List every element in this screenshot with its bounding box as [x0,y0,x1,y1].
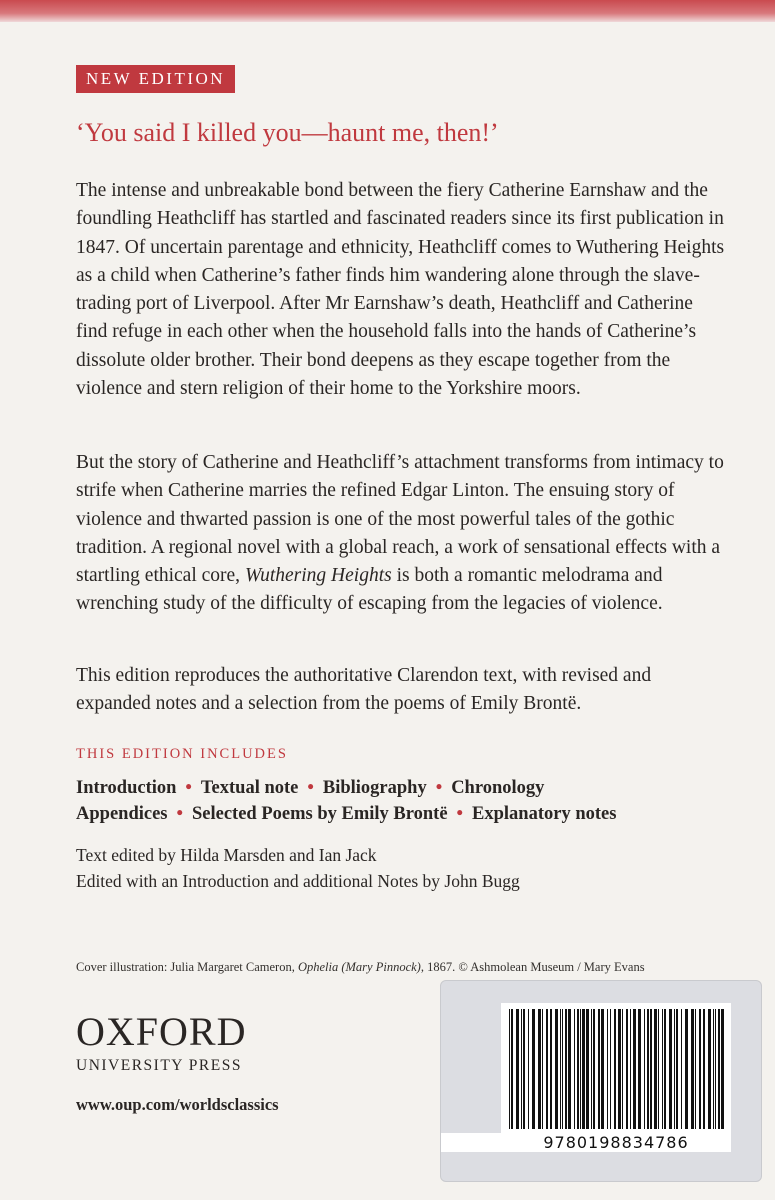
barcode-bar [708,1009,711,1129]
barcode-bar [562,1009,563,1129]
includes-heading: THIS EDITION INCLUDES [76,746,288,762]
barcode-bar [626,1009,628,1129]
barcode-bar [633,1009,636,1129]
barcode-bar [586,1009,589,1129]
top-color-band [0,0,775,22]
include-item: Textual note [200,778,299,798]
new-edition-badge: NEW EDITION [76,65,235,93]
cover-credit-suffix: , 1867. © Ashmolean Museum / Mary Evans [420,960,645,974]
barcode-bar [644,1009,645,1129]
include-item: Explanatory notes [472,804,617,824]
barcode-bar [699,1009,701,1129]
description-paragraph-1: The intense and unbreakable bond between the fiery Catherine Earnshaw and the foundling Heathcliff has startled and fascinated readers since its first publication in 1847. Of uncertain parentage and ethnicity, Heathcliff comes to Wuthering Heights as a child when Catherine’s father finds him wandering alone through the slave-trading port of Liverpool. After Mr Earnshaw’s death, Heathcliff and Catherine find refuge in each other when the household falls into the hands of Catherine’s dissolute older brother. Their bond deepens as they escape together from the violence and stern religion of their home to the Yorkshire moors. [76,180,725,400]
barcode-panel [501,1003,731,1133]
barcode-bar [577,1009,579,1129]
isbn-number: 9780198834786 [539,1133,692,1152]
barcode-bar [664,1009,666,1129]
barcode-bar [718,1009,720,1129]
barcode-bar [601,1009,604,1129]
paragraph-2-text-a: But the story of Catherine and Heathcliff’s attachment transforms from intimacy to strife when Catherine marries the refined Edgar Linton. The ensuing story of violence and thwarted passion is one of the most powerful tales of the gothic tradition. A regional novel with a global reach, a work of sensational effects with a startling ethical core, [76,452,724,587]
barcode-bar [658,1009,659,1129]
barcode-bar [509,1009,510,1129]
barcode-icon [501,1003,731,1133]
editor-credit-1: Text edited by Hilda Marsden and Ian Jack [76,845,377,865]
barcode-bar [523,1009,525,1129]
barcode-bar [685,1009,688,1129]
barcode-bar [598,1009,600,1129]
publisher-logo [76,1010,276,1075]
barcode-bar [618,1009,621,1129]
cover-artwork-title: Ophelia (Mary Pinnock) [297,960,421,974]
barcode-bar [580,1009,581,1129]
cover-credit-prefix: Cover illustration: Julia Margaret Cameron, [76,960,298,974]
barcode-bar [591,1009,592,1129]
include-item: Bibliography [322,778,427,798]
barcode-bar [721,1009,724,1129]
barcode-bar [550,1009,552,1129]
barcode-bar [654,1009,657,1129]
barcode-bar [511,1009,513,1129]
publisher-name: OXFORD [76,1009,247,1054]
barcode-bar [638,1009,641,1129]
barcode-bar [681,1009,682,1129]
barcode-bar [695,1009,696,1129]
publisher-subtitle: UNIVERSITY PRESS [76,1057,242,1074]
includes-row-1 [76,778,544,799]
includes-row-2 [76,804,616,825]
barcode-bar [521,1009,522,1129]
bullet-separator: • [307,778,314,798]
barcode-bar [610,1009,611,1129]
barcode-bar [582,1009,585,1129]
include-item: Selected Poems by Emily Brontë [191,804,448,824]
barcode-bar [546,1009,548,1129]
bullet-separator: • [185,778,192,798]
barcode-bar [630,1009,631,1129]
barcode-bar [593,1009,595,1129]
barcode-bar [691,1009,694,1129]
description-paragraph-3: This edition reproduces the authoritative Clarendon text, with revised and expanded notes and a selection from the poems of Emily Brontë. [76,665,652,715]
barcode-bar [516,1009,519,1129]
barcode-bar [650,1009,652,1129]
bullet-separator: • [435,778,443,798]
bullet-separator: • [176,804,183,824]
bullet-separator: • [456,804,464,824]
website-url[interactable]: www.oup.com/worldsclassics [76,1095,279,1114]
barcode-bar [669,1009,672,1129]
barcode-bar [622,1009,623,1129]
barcode-bar [528,1009,529,1129]
editor-credit-2: Edited with an Introduction and additional Notes by John Bugg [76,871,520,891]
barcode-bar [614,1009,616,1129]
barcode-bar [647,1009,649,1129]
barcode-bar [662,1009,663,1129]
include-item: Chronology [451,778,545,798]
paragraph-2-text-b: is both a romantic melodrama and wrenching study of the difficulty of escaping from the legacies of violence. [76,565,663,615]
barcode-bar [715,1009,716,1129]
barcode-bar [560,1009,561,1129]
barcode-bar [607,1009,608,1129]
novel-title: Wuthering Heights [244,565,392,587]
pull-quote: ‘You said I killed you—haunt me, then!’ [76,118,499,147]
include-item: Introduction [76,778,177,798]
barcode-bar [555,1009,558,1129]
barcode-bar [568,1009,571,1129]
barcode-bar [676,1009,678,1129]
isbn-label [441,1133,731,1152]
cover-illustration-credit [76,960,645,975]
barcode-bar [538,1009,541,1129]
barcode-bar [674,1009,675,1129]
barcode-bar [532,1009,535,1129]
barcode-bar [542,1009,543,1129]
barcode-bar [703,1009,705,1129]
barcode-bar [713,1009,714,1129]
barcode-bar [574,1009,575,1129]
description-paragraph-2 [76,449,726,619]
include-item: Appendices [76,804,168,824]
barcode-bar [565,1009,567,1129]
barcode-sticker [440,980,762,1182]
